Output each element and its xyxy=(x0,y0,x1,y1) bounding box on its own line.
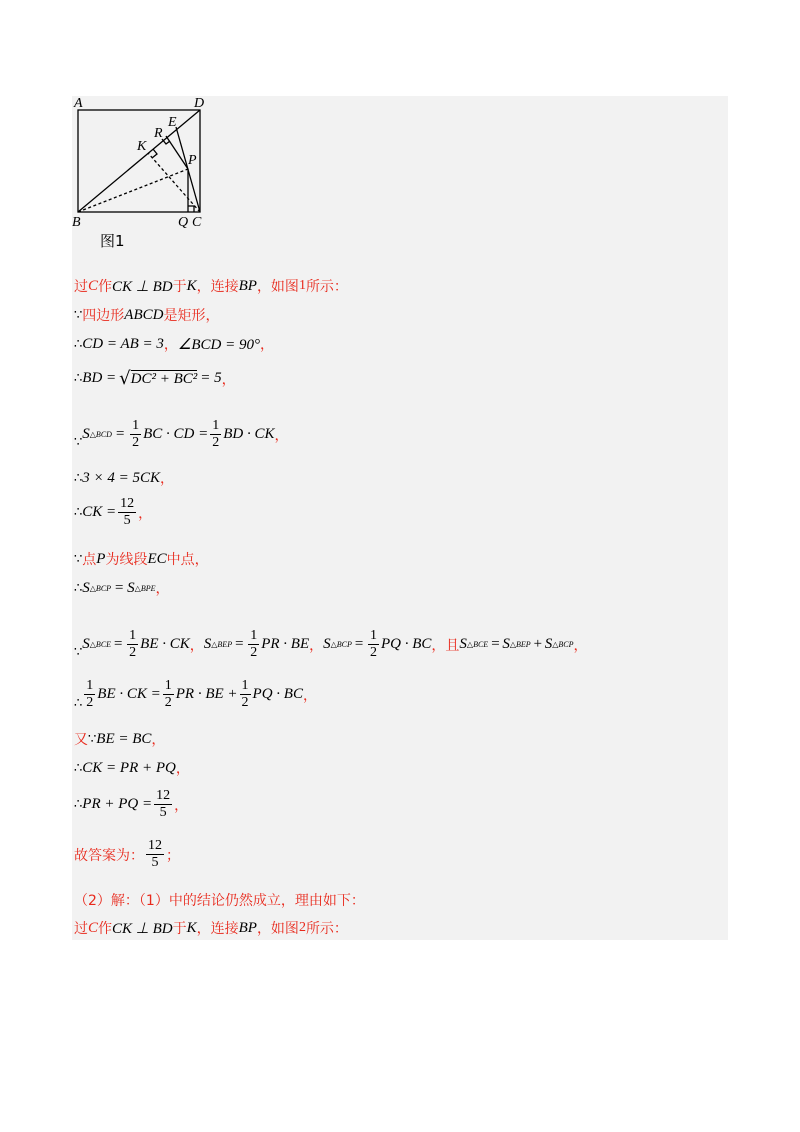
therefore-symbol: ∴ xyxy=(74,505,83,520)
solution-line-8 xyxy=(74,549,209,569)
math: BC · CD = xyxy=(143,426,209,442)
math: ABCD xyxy=(124,306,164,323)
subscript: △BCD xyxy=(89,430,112,439)
sqrt-icon: √ xyxy=(119,368,131,389)
subscript: △BEP xyxy=(211,640,233,649)
text: ， xyxy=(138,505,153,522)
math: K xyxy=(186,919,197,936)
math: BE = BC xyxy=(96,730,152,747)
solution-line-1 xyxy=(74,276,348,296)
math: = xyxy=(114,426,126,442)
text: ， xyxy=(274,427,289,444)
solution-line-15 xyxy=(74,838,180,871)
text: ， xyxy=(302,687,317,704)
math: S xyxy=(82,636,90,652)
subscript: △BCP xyxy=(552,640,574,649)
math: CK = xyxy=(82,504,117,520)
math: PR + PQ = xyxy=(82,796,153,812)
segment-bp xyxy=(78,169,188,212)
math: P xyxy=(96,550,106,567)
math: = xyxy=(114,579,125,596)
subscript: △BPE xyxy=(134,583,156,593)
therefore-symbol: ∴ xyxy=(74,336,83,352)
math: CD = AB = 3 xyxy=(82,335,164,352)
math: BE · CK xyxy=(140,636,190,652)
text: ， xyxy=(160,471,175,487)
math: K xyxy=(186,277,197,294)
label-b: B xyxy=(72,215,81,230)
text: 故答案为： xyxy=(74,847,144,864)
text: 中点， xyxy=(166,552,209,568)
solution-line-16 xyxy=(74,890,365,910)
label-c: C xyxy=(192,215,202,230)
text: 且 xyxy=(445,637,460,654)
fraction: $\frac{1}{2}$ xyxy=(250,628,258,660)
math: BE · CK = xyxy=(97,686,161,702)
text: 四边形 xyxy=(82,308,125,324)
therefore-symbol: ∴ xyxy=(74,580,83,596)
because-symbol: ∵ xyxy=(74,435,83,450)
subscript: △BCE xyxy=(466,640,489,649)
fraction: $\frac{12}{5}$ xyxy=(148,838,162,870)
text: ， xyxy=(309,637,324,654)
diagonal-bd xyxy=(78,110,200,212)
math: S xyxy=(544,636,553,652)
text: 过 xyxy=(74,921,88,937)
label-e: E xyxy=(168,115,177,130)
subscript: △BEP xyxy=(509,640,531,649)
text: ， xyxy=(175,761,190,777)
fraction: $\frac{12}{5}$ xyxy=(120,496,135,528)
subscript: △BCE xyxy=(89,640,112,649)
subscript: △BCP xyxy=(330,640,352,649)
math: S xyxy=(502,636,510,652)
math: C xyxy=(88,919,99,936)
solution-line-3 xyxy=(74,334,274,354)
math: S xyxy=(127,579,135,596)
math: S xyxy=(82,426,90,442)
text: ， xyxy=(573,637,588,654)
math: S xyxy=(203,636,212,652)
text: ， xyxy=(174,797,189,814)
text: 作 xyxy=(98,279,113,295)
math: S xyxy=(82,579,90,596)
fraction: $\frac{1}{2}$ xyxy=(164,678,172,710)
therefore-symbol: ∴ xyxy=(74,696,83,711)
text: ， xyxy=(163,337,178,353)
solution-line-4 xyxy=(74,368,236,389)
label-k: K xyxy=(137,139,147,154)
right-angle-q xyxy=(188,206,194,212)
math: PR · BE xyxy=(261,636,310,652)
therefore-symbol: ∴ xyxy=(74,760,83,776)
fraction: $\frac{1}{2}$ xyxy=(370,628,377,660)
text: （2）解：（1）中的结论仍然成立，理由如下： xyxy=(74,893,365,909)
math: BP xyxy=(238,919,257,936)
text: 是矩形， xyxy=(163,308,220,324)
solution-line-17 xyxy=(74,918,348,938)
figure-number: 1 xyxy=(298,278,306,293)
fraction: $\frac{1}{2}$ xyxy=(241,678,249,710)
therefore-symbol: ∴ xyxy=(74,470,83,486)
text: 过 xyxy=(74,279,88,295)
solution-line-13 xyxy=(74,758,190,778)
because-symbol: ∵ xyxy=(88,731,97,747)
math: BD · CK xyxy=(223,426,275,442)
fraction: $\frac{1}{2}$ xyxy=(212,418,220,450)
text: 为线段 xyxy=(105,552,148,568)
math: = xyxy=(353,636,364,652)
solution-line-6 xyxy=(74,468,174,488)
fraction: $\frac{12}{5}$ xyxy=(156,788,171,820)
math: CK ⊥ BD xyxy=(112,920,173,937)
text: 于 xyxy=(172,279,187,295)
text: ； xyxy=(166,847,180,864)
text: 所示： xyxy=(305,921,348,937)
text: ， xyxy=(151,732,166,748)
text: ， xyxy=(260,337,274,353)
fraction: $\frac{1}{2}$ xyxy=(86,678,94,710)
text: ， xyxy=(221,371,236,388)
math: ∠BCD = 90° xyxy=(177,336,260,353)
math: S xyxy=(459,636,467,652)
therefore-symbol: ∴ xyxy=(74,797,83,812)
text: ，如图 xyxy=(256,279,299,295)
figure-number: 2 xyxy=(298,920,306,935)
solution-line-14 xyxy=(74,788,188,821)
solution-line-12 xyxy=(74,729,165,749)
solution-line-2 xyxy=(74,305,219,325)
text: 点 xyxy=(82,552,97,568)
math: = xyxy=(490,636,501,652)
math: CK ⊥ BD xyxy=(112,278,173,295)
solution-line-11 xyxy=(74,678,317,711)
text: 又 xyxy=(74,732,88,748)
solution-line-9 xyxy=(74,578,169,598)
math: = 5 xyxy=(200,370,222,386)
label-r: R xyxy=(154,126,163,141)
math: C xyxy=(88,277,99,294)
text: ， xyxy=(189,637,204,654)
text: 所示： xyxy=(305,279,348,295)
text: ， xyxy=(155,581,170,597)
because-symbol: ∵ xyxy=(74,551,83,567)
math: BP xyxy=(238,277,257,294)
text: ， xyxy=(431,637,446,654)
solution-line-5 xyxy=(74,418,288,451)
text: ，连接 xyxy=(196,279,239,295)
math: + xyxy=(532,636,543,652)
math: PQ · BC xyxy=(252,686,303,702)
math: PQ · BC xyxy=(381,636,432,652)
math: = xyxy=(234,636,245,652)
therefore-symbol: ∴ xyxy=(74,371,83,386)
text: ，连接 xyxy=(196,921,239,937)
geometry-figure xyxy=(70,96,220,231)
math: 3 × 4 = 5CK xyxy=(82,469,161,486)
solution-line-7 xyxy=(74,496,152,529)
math: = xyxy=(113,636,124,652)
text: 作 xyxy=(98,921,113,937)
subscript: △BCP xyxy=(89,583,112,593)
label-d: D xyxy=(194,96,205,111)
math: CK = PR + PQ xyxy=(82,759,176,776)
because-symbol: ∵ xyxy=(74,307,83,323)
math-radicand: DC² + BC² xyxy=(130,370,198,387)
label-p: P xyxy=(188,153,197,168)
label-a: A xyxy=(74,96,83,111)
math: EC xyxy=(147,550,167,567)
math: PR · BE + xyxy=(175,686,238,702)
because-symbol: ∵ xyxy=(74,645,83,660)
label-q: Q xyxy=(178,215,189,230)
math: BD = xyxy=(82,370,117,386)
fraction: $\frac{1}{2}$ xyxy=(132,418,140,450)
solution-line-10 xyxy=(74,628,588,661)
figure-caption: 图1 xyxy=(100,232,125,250)
text: 于 xyxy=(172,921,187,937)
text: ，如图 xyxy=(256,921,299,937)
fraction: $\frac{1}{2}$ xyxy=(129,628,137,660)
math: S xyxy=(323,636,331,652)
